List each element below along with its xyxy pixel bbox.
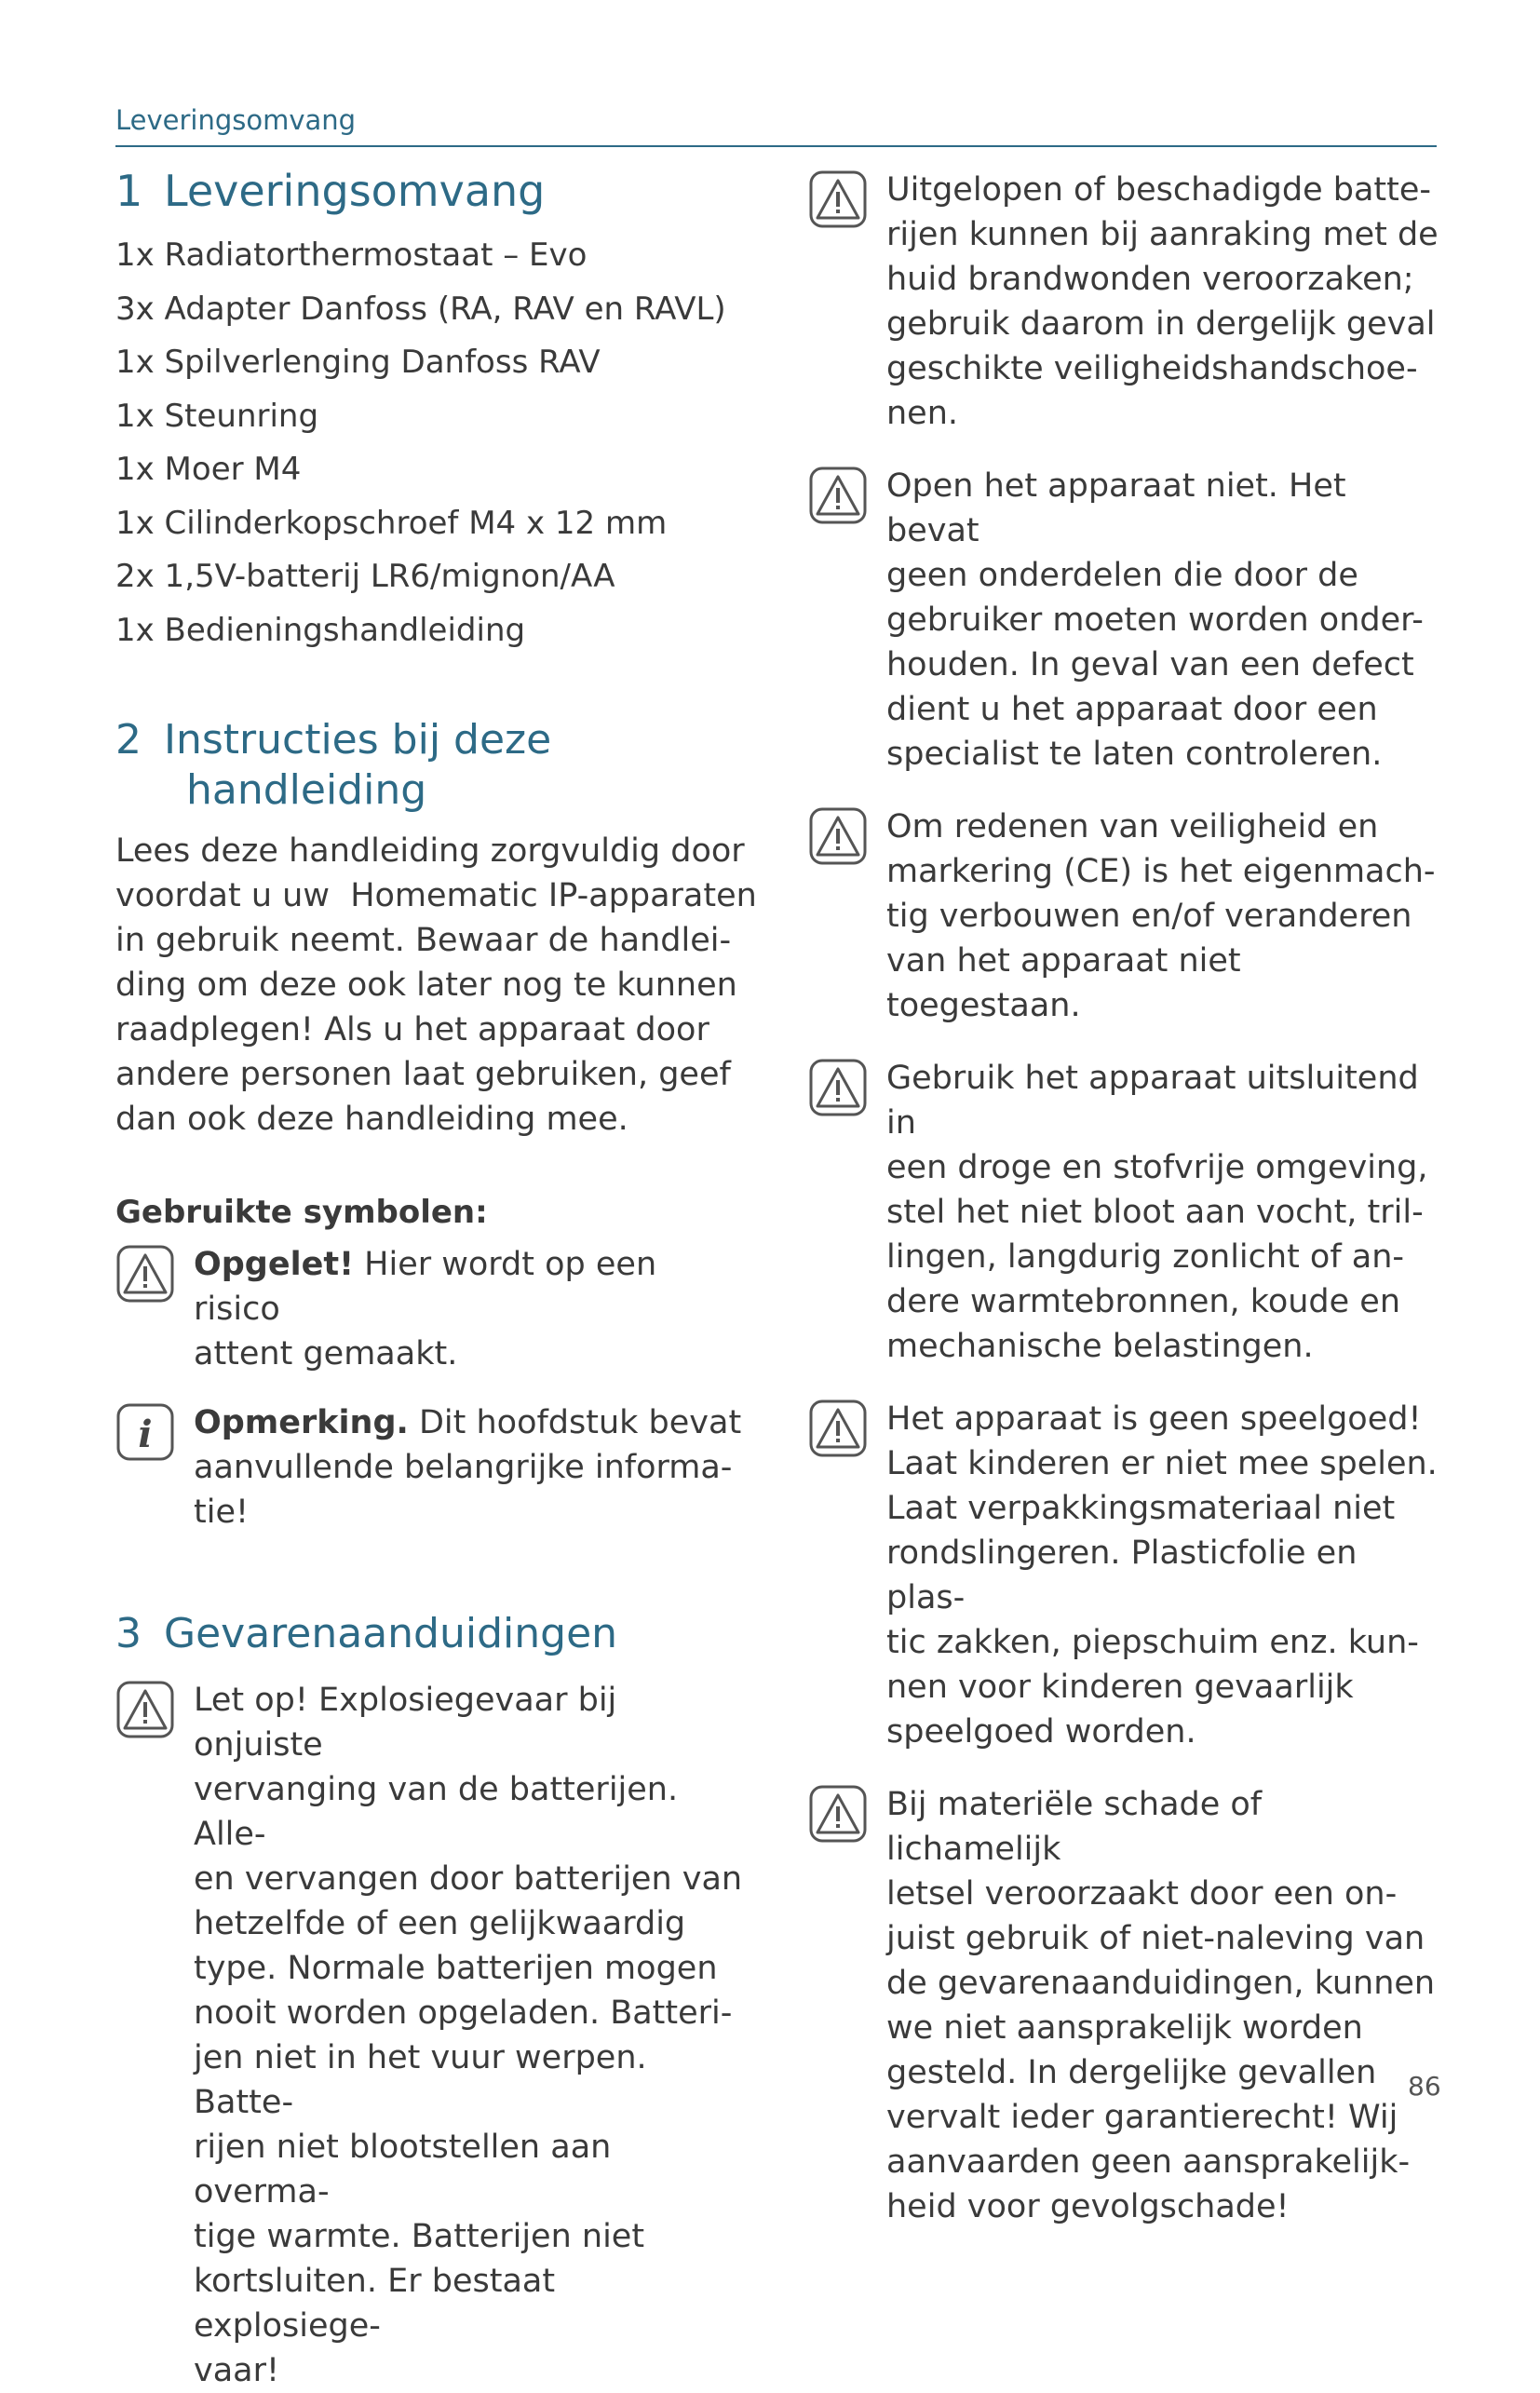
warning-line: en vervangen door batterijen van bbox=[194, 1860, 743, 1898]
safety-warning bbox=[808, 464, 1441, 777]
warning-line: van het apparaat niet toegestaan. bbox=[886, 942, 1241, 1024]
section-1-title: Leveringsomvang bbox=[164, 166, 546, 216]
list-item: 1x Steunring bbox=[115, 397, 319, 435]
warning-line: specialist te laten controleren. bbox=[886, 736, 1383, 773]
list-item: 1x Radiatorthermostaat – Evo bbox=[115, 237, 588, 274]
note-line: tie! bbox=[194, 1494, 250, 1531]
warning-line: rondslingeren. Plasticfolie en plas- bbox=[886, 1534, 1358, 1616]
warning-line: Bij materiële schade of lichamelijk bbox=[886, 1786, 1263, 1868]
running-header: Leveringsomvang bbox=[115, 104, 357, 136]
safety-warning-text bbox=[886, 1397, 1441, 1754]
caution-symbol-row bbox=[115, 1242, 767, 1376]
safety-warning bbox=[808, 168, 1441, 436]
safety-warning-text bbox=[886, 464, 1441, 777]
warning-line: nen voor kinderen gevaarlijk bbox=[886, 1669, 1354, 1706]
note-label: Opmerking. bbox=[194, 1404, 409, 1441]
caution-line: attent gemaakt. bbox=[194, 1335, 458, 1372]
warning-line: vervalt ieder garantierecht! Wij bbox=[886, 2099, 1398, 2136]
warning-line: we niet aansprakelijk worden bbox=[886, 2009, 1363, 2047]
note-line: aanvullende belangrijke informa- bbox=[194, 1449, 733, 1486]
safety-warning-text bbox=[886, 1056, 1441, 1369]
warning-line: geen onderdelen die door de bbox=[886, 557, 1358, 594]
warning-line: gebruik daarom in dergelijk geval bbox=[886, 305, 1436, 343]
section-2-title-line1: Instructies bij deze bbox=[164, 716, 552, 764]
warning-triangle-icon bbox=[808, 1399, 868, 1458]
right-column bbox=[808, 168, 1441, 2257]
warning-line: aanvaarden geen aansprakelijk- bbox=[886, 2143, 1411, 2181]
warning-triangle-icon bbox=[115, 1680, 175, 1739]
warning-line: rijen kunnen bij aanraking met de bbox=[886, 216, 1439, 253]
info-icon bbox=[115, 1402, 175, 1462]
warning-line: Laat kinderen er niet mee spelen. bbox=[886, 1445, 1438, 1482]
note-symbol-row bbox=[115, 1400, 767, 1534]
paragraph-line: raadplegen! Als u het apparaat door bbox=[115, 1011, 709, 1048]
battery-warning bbox=[115, 1678, 767, 2393]
paragraph-line: in gebruik neemt. Bewaar de handlei- bbox=[115, 922, 732, 959]
warning-line: Het apparaat is geen speelgoed! bbox=[886, 1400, 1422, 1438]
warning-line: geschikte veiligheidshandschoe- bbox=[886, 350, 1418, 387]
battery-warning-text bbox=[194, 1678, 749, 2393]
list-item: 2x 1,5V-batterij LR6/mignon/AA bbox=[115, 558, 615, 595]
paragraph-line: dan ook deze handleiding mee. bbox=[115, 1101, 628, 1138]
warning-line: vaar! bbox=[194, 2352, 280, 2389]
section-2-number: 2 bbox=[115, 716, 142, 764]
safety-warning bbox=[808, 804, 1441, 1028]
warning-line: Uitgelopen of beschadigde batte- bbox=[886, 171, 1432, 209]
warning-line: tic zakken, piepschuim enz. kun- bbox=[886, 1624, 1419, 1661]
warning-line: tig verbouwen en/of veranderen bbox=[886, 898, 1412, 935]
warning-line: nen. bbox=[886, 395, 959, 432]
warning-line: letsel veroorzaakt door een on- bbox=[886, 1875, 1398, 1913]
safety-warning-text bbox=[886, 168, 1441, 436]
warning-triangle-icon bbox=[115, 1244, 175, 1304]
paragraph-line: voordat u uw Homematic IP-apparaten bbox=[115, 877, 757, 914]
warning-line: heid voor gevolgschade! bbox=[886, 2188, 1290, 2225]
warning-line: vervanging van de batterijen. Alle- bbox=[194, 1771, 679, 1853]
warning-triangle-icon bbox=[808, 1058, 868, 1117]
note-line: Dit hoofdstuk bevat bbox=[408, 1404, 742, 1441]
delivery-list bbox=[115, 229, 767, 657]
warning-line: type. Normale batterijen mogen bbox=[194, 1950, 718, 1987]
warning-line: juist gebruik of niet-naleving van bbox=[886, 1920, 1425, 1957]
warning-line: markering (CE) is het eigenmach- bbox=[886, 853, 1436, 890]
warning-triangle-icon bbox=[808, 466, 868, 525]
warning-line: stel het niet bloot aan vocht, tril- bbox=[886, 1194, 1424, 1231]
warning-line: nooit worden opgeladen. Batteri- bbox=[194, 1994, 733, 2032]
section-2-title-line2: handleiding bbox=[186, 766, 427, 814]
warning-line: gebruiker moeten worden onder- bbox=[886, 602, 1424, 639]
safety-warning-text bbox=[886, 804, 1441, 1028]
warning-line: Let op! Explosiegevaar bij onjuiste bbox=[194, 1682, 617, 1764]
warning-line: kortsluiten. Er bestaat explosiege- bbox=[194, 2263, 556, 2345]
caution-text bbox=[194, 1242, 749, 1376]
caution-line: Hier wordt op een risico bbox=[194, 1246, 657, 1328]
warning-line: lingen, langdurig zonlicht of an- bbox=[886, 1238, 1405, 1276]
warning-triangle-icon bbox=[808, 169, 868, 229]
warning-line: gesteld. In dergelijke gevallen bbox=[886, 2054, 1377, 2091]
page-number: 86 bbox=[1408, 2071, 1441, 2102]
section-1-heading bbox=[115, 164, 767, 218]
section-2-paragraph bbox=[115, 829, 767, 1142]
paragraph-line: ding om deze ook later nog te kunnen bbox=[115, 967, 737, 1004]
section-3-title: Gevarenaanduidingen bbox=[164, 1610, 618, 1657]
section-2-heading bbox=[115, 715, 767, 816]
warning-line: de gevarenaanduidingen, kunnen bbox=[886, 1965, 1436, 2002]
svg-text:i: i bbox=[138, 1413, 153, 1456]
header-rule bbox=[115, 145, 1437, 147]
warning-line: Gebruik het apparaat uitsluitend in bbox=[886, 1060, 1419, 1142]
list-item: 1x Bedieningshandleiding bbox=[115, 611, 526, 649]
warning-triangle-icon bbox=[808, 806, 868, 866]
caution-label: Opgelet! bbox=[194, 1246, 355, 1283]
warning-line: speelgoed worden. bbox=[886, 1713, 1196, 1751]
paragraph-line: andere personen laat gebruiken, geef bbox=[115, 1056, 731, 1093]
safety-warning bbox=[808, 1056, 1441, 1369]
section-3-heading bbox=[115, 1609, 767, 1659]
warning-line: hetzelfde of een gelijkwaardig bbox=[194, 1905, 686, 1942]
warning-triangle-icon bbox=[808, 1784, 868, 1844]
warning-line: een droge en stofvrije omgeving, bbox=[886, 1149, 1428, 1186]
symbols-title: Gebruikte symbolen: bbox=[115, 1194, 488, 1231]
warning-line: dere warmtebronnen, koude en bbox=[886, 1283, 1401, 1320]
safety-warning bbox=[808, 1782, 1441, 2229]
warning-line: mechanische belastingen. bbox=[886, 1328, 1314, 1365]
list-item: 1x Moer M4 bbox=[115, 451, 302, 488]
warning-line: huid brandwonden veroorzaken; bbox=[886, 261, 1414, 298]
paragraph-line: Lees deze handleiding zorgvuldig door bbox=[115, 832, 745, 870]
list-item: 1x Cilinderkopschroef M4 x 12 mm bbox=[115, 504, 668, 542]
list-item: 3x Adapter Danfoss (RA, RAV en RAVL) bbox=[115, 290, 726, 328]
warning-line: dient u het apparaat door een bbox=[886, 691, 1378, 728]
left-column bbox=[115, 164, 767, 2393]
warning-line: tige warmte. Batterijen niet bbox=[194, 2218, 645, 2255]
section-3-number: 3 bbox=[115, 1610, 142, 1657]
safety-warning-text bbox=[886, 1782, 1441, 2229]
note-text bbox=[194, 1400, 749, 1534]
warning-line: Om redenen van veiligheid en bbox=[886, 808, 1379, 845]
warning-line: rijen niet blootstellen aan overma- bbox=[194, 2129, 612, 2210]
warning-line: Laat verpakkingsmateriaal niet bbox=[886, 1490, 1396, 1527]
warning-line: Open het apparaat niet. Het bevat bbox=[886, 467, 1346, 549]
warning-line: houden. In geval van een defect bbox=[886, 646, 1414, 683]
warning-line: jen niet in het vuur werpen. Batte- bbox=[194, 2039, 647, 2121]
list-item: 1x Spilverlenging Danfoss RAV bbox=[115, 344, 601, 381]
safety-warning bbox=[808, 1397, 1441, 1754]
section-1-number: 1 bbox=[115, 166, 143, 216]
